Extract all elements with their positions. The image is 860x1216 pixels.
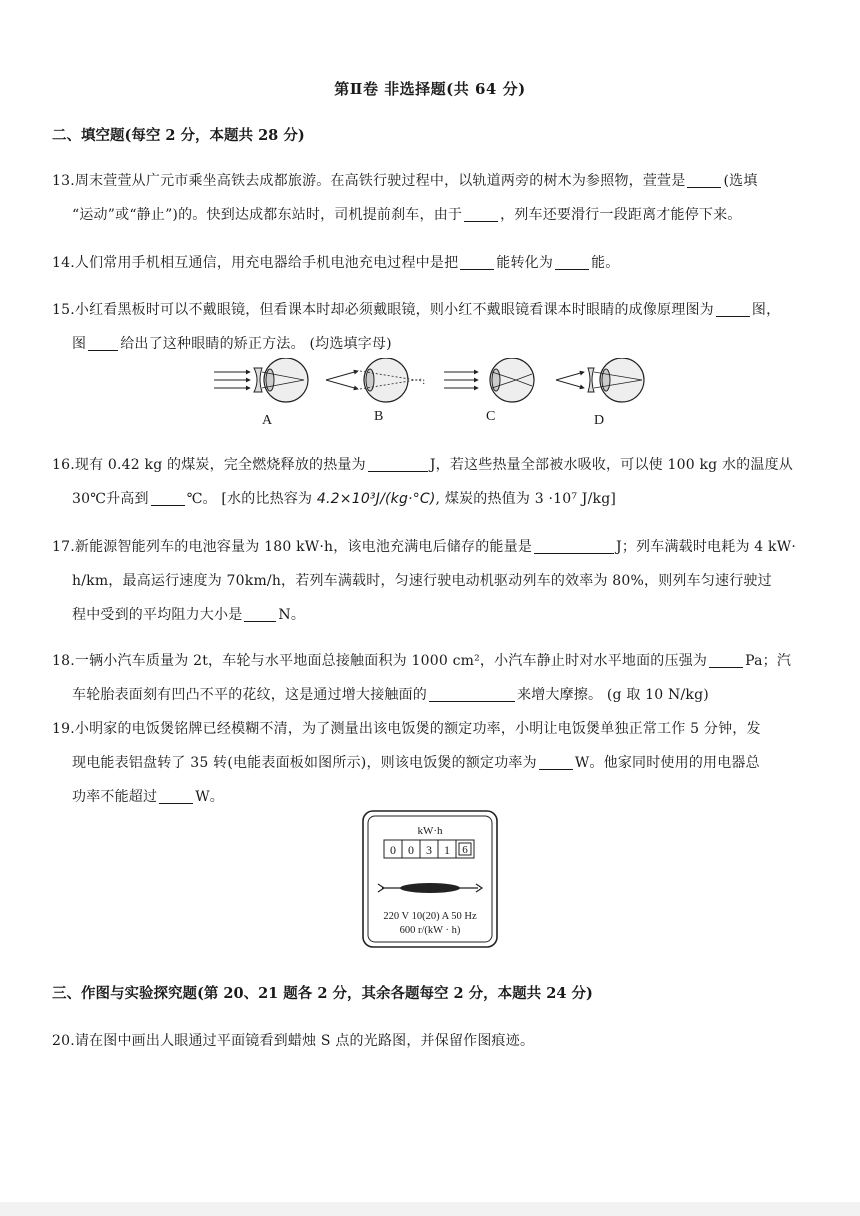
q13-text-2: (选填 [723, 173, 758, 189]
eye-diagram-b [326, 358, 425, 402]
q13-text-1: 13.周末萱萱从广元市乘坐高铁去成都旅游。在高铁行驶过程中，以轨道两旁的树木为参照物，萱萱是 [52, 173, 686, 189]
q18-text-4: 来增大摩擦。 (g 取 10 N/kg) [517, 687, 709, 703]
eye-label-a: A [262, 413, 273, 428]
question-16 [52, 448, 812, 516]
answer-blank [368, 455, 428, 472]
eye-label-d: D [594, 413, 605, 428]
q15-text-4: 给出了这种眼睛的矫正方法。 (均选填字母) [120, 336, 392, 352]
meter-digit: 6 [462, 844, 468, 856]
question-20 [52, 1024, 812, 1058]
meter-digit: 3 [426, 843, 432, 857]
answer-blank [429, 685, 515, 702]
eye-label-c: C [486, 409, 496, 424]
question-19 [52, 712, 812, 814]
q19-text-3: W。他家同时使用的用电器总 [574, 755, 760, 771]
q17-text-2: J；列车满载时电耗为 4 kW· [616, 539, 796, 555]
q18-text-1: 18.一辆小汽车质量为 2t，车轮与水平地面总接触面积为 1000 cm²，小汽车静止时对水平地面的压强为 [52, 653, 708, 669]
meter-spec-revs: 600 r/(kW · h) [399, 925, 461, 936]
answer-blank [534, 537, 614, 554]
answer-blank [539, 753, 573, 770]
q18-text-2: Pa；汽 [745, 653, 792, 669]
q16-text-1: 16.现有 0.42 kg 的煤炭，完全燃烧释放的热量为 [52, 457, 366, 473]
answer-blank [151, 489, 185, 506]
svg-text::: : [422, 376, 426, 387]
page-title: 第Ⅱ卷 非选择题(共 64 分) [334, 80, 526, 98]
q13-text-4: ，列车还要滑行一段距离才能停下来。 [500, 207, 742, 223]
section-heading-fill-in: 二、填空题(每空 2 分，本题共 28 分) [52, 127, 305, 144]
q16-text-2: J，若这些热量全部被水吸收，可以使 100 kg 水的温度从 [429, 457, 793, 473]
q18-text-3: 车轮胎表面刻有凹凸不平的花纹，这是通过增大接触面的 [72, 687, 427, 703]
answer-blank [716, 300, 750, 317]
q17-text-1: 17.新能源智能列车的电池容量为 180 kW·h，该电池充满电后储存的能量是 [52, 539, 533, 555]
meter-digit: 1 [444, 843, 450, 857]
q14-text-1: 14.人们常用手机相互通信，用充电器给手机电池充电过程中是把 [52, 255, 459, 271]
eye-diagrams [210, 358, 660, 430]
eye-diagram-c [444, 358, 534, 402]
specific-heat-formula: 4.2×10³J/(kg·°C) [316, 491, 436, 507]
q13-text-3: “运动”或“静止”)的。快到达成都东站时，司机提前刹车，由于 [72, 207, 463, 223]
q15-text-1: 15.小红看黑板时可以不戴眼镜，但看课本时却必须戴眼镜，则小红不戴眼镜看课本时眼睛的成像原理图为 [52, 302, 714, 318]
question-13 [52, 164, 812, 232]
q17-text-4: 程中受到的平均阻力大小是 [72, 607, 243, 623]
q15-text-3: 图 [72, 336, 87, 352]
q19-text-2: 现电能表铝盘转了 35 转(电能表面板如图所示)，则该电饭煲的额定功率为 [72, 755, 537, 771]
answer-blank [555, 253, 589, 270]
q19-text-1: 19.小明家的电饭煲铭牌已经模糊不清，为了测量出该电饭煲的额定功率，小明让电饭煲单独正常工作 5 分钟，发 [52, 721, 761, 737]
eye-diagram-d [556, 358, 644, 402]
q14-text-3: 能。 [591, 255, 620, 271]
q16-text-4: ℃。 [水的比热容为 [186, 491, 313, 507]
meter-spec-rating: 220 V 10(20) A 50 Hz [383, 911, 477, 922]
answer-blank [464, 205, 498, 222]
q15-text-2: 图， [751, 302, 781, 318]
eye-label-b: B [374, 409, 384, 424]
answer-blank [687, 171, 721, 188]
question-17 [52, 530, 812, 632]
lens-icon [588, 368, 594, 392]
page-bottom-edge [0, 1202, 860, 1216]
q16-text-5: , 煤炭的热值为 3 ·10⁷ J/kg] [435, 491, 617, 507]
answer-blank [159, 787, 193, 804]
q19-text-5: W。 [195, 789, 224, 805]
lens-icon [254, 368, 262, 392]
question-18 [52, 644, 812, 712]
answer-blank [244, 605, 276, 622]
q20-text: 20.请在图中画出人眼通过平面镜看到蜡烛 S 点的光路图，并保留作图痕迹。 [52, 1033, 535, 1049]
question-14 [52, 246, 812, 280]
answer-blank [460, 253, 494, 270]
meter-digit: 0 [390, 843, 396, 857]
q17-text-5: N。 [278, 607, 306, 623]
q19-text-4: 功率不能超过 [72, 789, 158, 805]
meter-unit: kW·h [417, 825, 443, 837]
electricity-meter-diagram [362, 810, 498, 948]
section-heading-experiment: 三、作图与实验探究题(第 20、21 题各 2 分，其余各题每空 2 分，本题共 24 分) [52, 985, 593, 1002]
meter-digit: 0 [408, 843, 414, 857]
eye-diagram-a [214, 358, 308, 402]
q16-text-3: 30℃升高到 [72, 491, 149, 507]
q17-text-3: h/km，最高运行速度为 70km/h，若列车满载时，匀速行驶电动机驱动列车的效率为 80%，则列车匀速行驶过 [72, 573, 772, 589]
answer-blank [88, 334, 118, 351]
answer-blank [709, 651, 743, 668]
q14-text-2: 能转化为 [496, 255, 554, 271]
question-15 [52, 293, 812, 361]
